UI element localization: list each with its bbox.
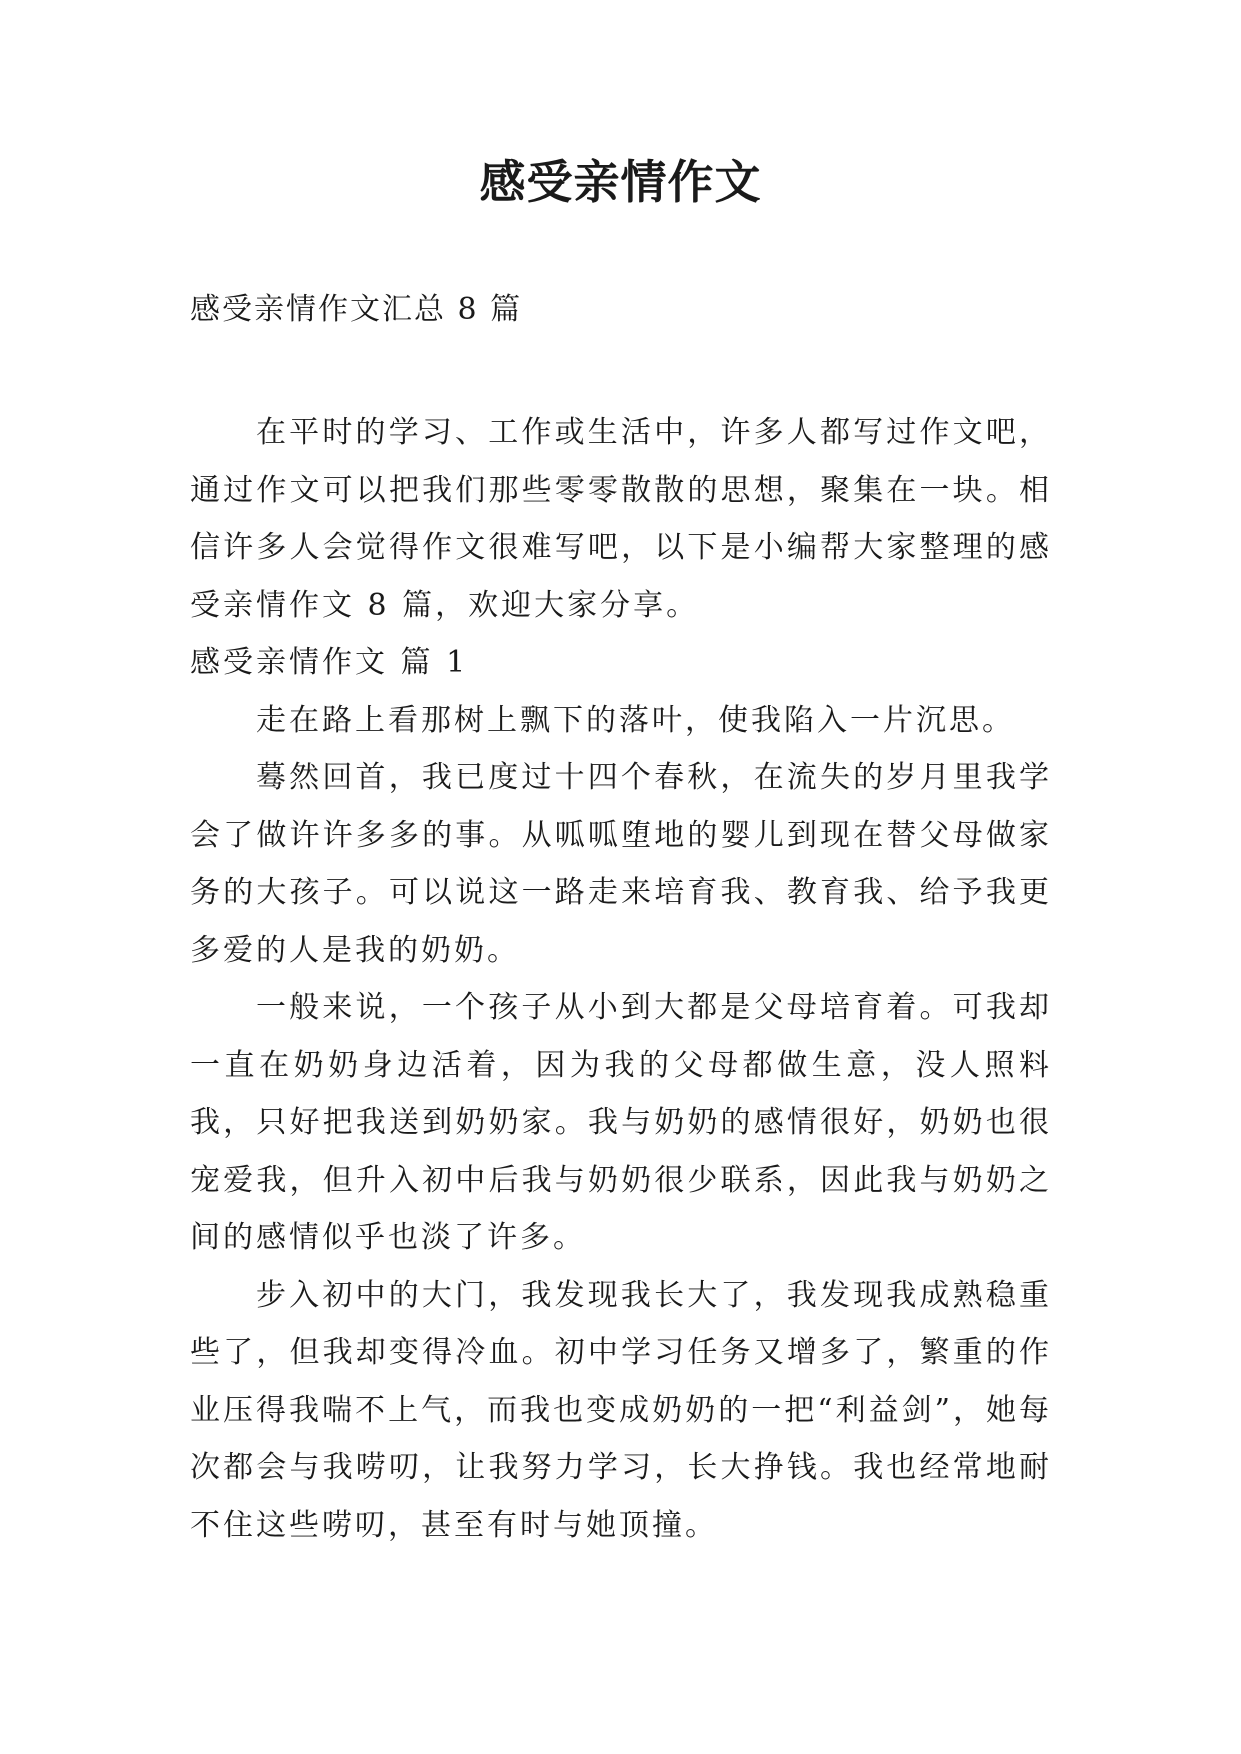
section-heading: 感受亲情作文 篇 1: [190, 645, 469, 680]
body-paragraph: 步入初中的大门，我发现我长大了，我发现我成熟稳重些了，但我却变得冷血。初中学习任务又增多了，繁重的作业压得我喘不上气，而我也变成奶奶的一把“利益剑”，她每次都会与我唠叨，让我努力学习，长大挣钱。我也经常地耐不住这些唠叨，甚至有时与她顶撞。: [190, 1277, 1052, 1543]
intro-paragraph: 在平时的学习、工作或生活中，许多人都写过作文吧，通过作文可以把我们那些零零散散的思想，聚集在一块。相信许多人会觉得作文很难写吧，以下是小编帮大家整理的感受亲情作文 8 篇，欢迎大家分享。: [190, 415, 1052, 623]
document-body: [190, 404, 1052, 1554]
document-title: 感受亲情作文: [479, 155, 762, 209]
body-paragraph: 蓦然回首，我已度过十四个春秋，在流失的岁月里我学会了做许许多多的事。从呱呱堕地的婴儿到现在替父母做家务的大孩子。可以说这一路走来培育我、教育我、给予我更多爱的人是我的奶奶。: [190, 760, 1052, 968]
body-paragraph: 一般来说，一个孩子从小到大都是父母培育着。可我却一直在奶奶身边活着，因为我的父母都做生意，没人照料我，只好把我送到奶奶家。我与奶奶的感情很好，奶奶也很宠爱我，但升入初中后我与奶奶很少联系，因此我与奶奶之间的感情似乎也淡了许多。: [190, 990, 1052, 1255]
body-paragraph: 走在路上看那树上飘下的落叶，使我陷入一片沉思。: [256, 702, 1015, 738]
document-subtitle: 感受亲情作文汇总 8 篇: [190, 292, 523, 327]
